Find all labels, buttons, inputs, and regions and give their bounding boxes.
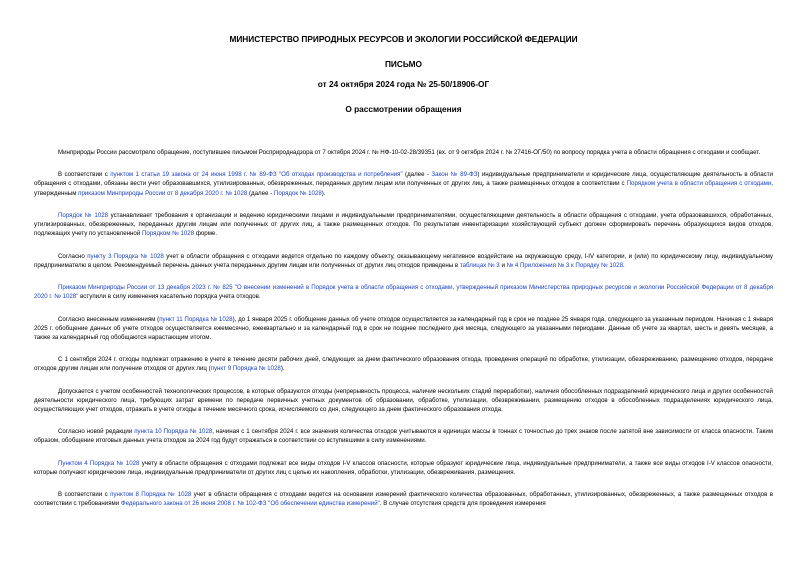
paragraph-text: вступили в силу изменения касательно порядка учета отходов. [78, 293, 261, 301]
paragraph-text: В соответствии с [58, 491, 111, 499]
link-law-89fz-article-19[interactable]: пунктом 1 статьи 19 закона от 24 июня 1998 г. № 89-ФЗ "Об отходах производства и потребления" [110, 171, 403, 179]
document-date-number: от 24 октября 2024 года № 25-50/18906-ОГ [317, 79, 490, 89]
document-type: ПИСЬМО [384, 59, 423, 69]
paragraph-text: . [623, 261, 625, 269]
paragraph-text: Согласно внесенным изменениям ( [58, 315, 160, 323]
paragraph-text: форме. [194, 230, 218, 238]
issuing-authority: МИНИСТЕРСТВО ПРИРОДНЫХ РЕСУРСОВ И ЭКОЛОГИИ РОССИЙСКОЙ ФЕДЕРАЦИИ [229, 34, 578, 44]
paragraph-text: ). [280, 365, 285, 373]
link-procedure-1028-item-3[interactable]: пункту 3 Порядка № 1028 [87, 252, 164, 260]
paragraph-7 [34, 355, 773, 373]
paragraph-text: , начиная с 1 сентября 2024 г. все значения количества отходов учитываются в единицах массы в тоннах с точностью до трех знаков после запятой вне зависимости от класса опасности. Таким образом, обобщение итоговых данных учета отходов за 2024 год будут отражаться в соответствии со вступившими в силу изменениями. [34, 428, 773, 445]
paragraph-6 [34, 315, 773, 342]
document-subject: О рассмотрении обращения [345, 104, 462, 114]
paragraph-text: В соответствии с [58, 171, 111, 179]
paragraph-11 [34, 490, 773, 508]
link-order-1028[interactable]: приказом Минприроды России от 8 декабря 2020 г. № 1028 [78, 189, 248, 197]
link-procedure-1028-item-9[interactable]: пункт 9 Порядка № 1028 [210, 365, 281, 373]
document-body [34, 148, 773, 508]
paragraph-text: Допускается с учетом особенностей технологических процессов, в которых образуются отходы (непрерывность процесса, наличие нескольких стадий переработки), наличия обособленных подразделений юридического лица и других особенностей деятельности юридического лица, требующих затрат времени по передаче первичных учетных документов об образовании, обработке, утилизации, обезвреживании, размещению отходов в обособленных подразделениях юридического лица, осуществляющих учет отходов, отражать в учете отходы в течение месячного срока, исчисляемого со дня, следующего за днем фактического образования отхода. [34, 387, 773, 413]
link-procedure-1028[interactable]: Порядок № 1028 [273, 189, 322, 197]
link-waste-accounting-procedure[interactable]: Порядком учета в области обращения с отходами [626, 180, 772, 188]
link-law-102fz[interactable]: Федерального закона от 26 июня 2008 г. № 102-ФЗ "Об обеспечении единства измерений" [120, 500, 380, 508]
paragraph-text: и [499, 261, 507, 269]
link-procedure-1028-item-4[interactable]: Пунктом 4 Порядка № 1028 [58, 459, 140, 467]
paragraph-4 [34, 252, 773, 270]
link-procedure-1028-item-8[interactable]: пунктом 8 Порядка № 1028 [110, 491, 192, 499]
paragraph-text: Согласно [58, 252, 88, 260]
paragraph-9 [34, 427, 773, 445]
link-table-4-appendix-3[interactable]: № 4 Приложения № 3 к Порядку № 1028 [506, 261, 624, 269]
paragraph-text: (далее - [402, 171, 432, 179]
paragraph-text: С 1 сентября 2024 г. отходы подлежат отражению в учете в течение десяти рабочих дней, следующих за днем фактического образования отхода, проведения операций по обработке, утилизации, обезвреживанию, размещению отходов, передаче отходов другим лицам или получение отходов от других лиц ( [34, 356, 773, 373]
document-header [34, 34, 773, 115]
paragraph-text: устанавливает требования к организации и ведению юридическими лицами и индивидуальными предпринимателями, осуществляющими деятельность в области обращения с отходами, учета образовавшихся, обработанных, утилизированных, обезвреженных, переданных другим лицам или полученных от других лиц, а также размещенных отходов. По результатам инвентаризации хозяйствующий субъект должен сформировать перечень образующихся видов отходов, подлежащих учету по установленной [34, 211, 773, 238]
link-procedure-1028[interactable]: Порядок № 1028 [58, 211, 109, 219]
paragraph-3 [34, 211, 773, 238]
paragraph-10 [34, 459, 773, 477]
paragraph-text: ), до 1 января 2025 г. обобщение данных об учете отходов осуществляется за календарный год в срок не позднее 25 января года, следующего за указанным периодом. Начиная с 1 января 2025 г. обобщение данных об учете отходов осуществляется ежемесячно, ежеквартально и за календарный год в срок не позднее последнего дня месяца, следующего за указанными периодами. Данные об учете за квартал, шесть и девять месяцев, а также за календарный год обобщаются нарастающим итогом. [34, 315, 773, 341]
link-procedure-1028-item-11[interactable]: пункт 11 Порядка № 1028 [159, 315, 233, 323]
paragraph-8 [34, 387, 773, 414]
paragraph-text: . В случае отсутствия средств для проведения измерения [379, 500, 546, 508]
paragraph-text: ). [321, 189, 326, 197]
paragraph-text: ) индивидуальные предприниматели и юридические лица, осуществляющие деятельность в области обращения с отходами, обязаны вести учет образовавшихся, утилизированных, обезвреженных, переданных другим лицам или полученных от других лиц, а также размещенных отходов в соответствии с [34, 171, 773, 188]
link-order-825[interactable]: Приказом Минприроды России от 13 декабря 2023 г. № 825 "О внесении изменений в Порядок учета в области обращения с отходами, утвержденный приказом Министерства природных ресурсов и экологии Российской Федерации от 8 декабря 2020 г. № 1028" [34, 284, 773, 301]
link-procedure-1028-form[interactable]: Порядком № 1028 [141, 230, 195, 238]
paragraph-text: (далее - [247, 189, 274, 197]
paragraph-5 [34, 283, 773, 301]
paragraph-text: , утвержденным [34, 180, 774, 197]
link-procedure-1028-item-10[interactable]: пункта 10 Порядка № 1028 [134, 428, 213, 436]
paragraph-2 [34, 170, 773, 197]
paragraph-text: учет в области обращения с отходами ведется на основании измерений фактического количества образованных, обработанных, утилизированных, обезвреженных, а также размещенных отходов в соответствии с требованиями [34, 491, 773, 508]
link-law-89fz[interactable]: Закон № 89-ФЗ [431, 171, 478, 179]
paragraph-1 [34, 148, 773, 157]
link-table-3[interactable]: таблицах № 3 [459, 261, 500, 269]
paragraph-text: учету в области обращения с отходами подлежат все виды отходов I-V классов опасности, которые образуют юридические лица, индивидуальные предприниматели, а также все виды отходов I-V классов опасности, которые получают юридические лица, индивидуальные предприниматели от других лиц с целью их накопления, обработки, утилизации, обезвреживания, размещения. [34, 459, 773, 476]
paragraph-text: Минприроды России рассмотрело обращение, поступившее письмом Росприроднадзора от 7 октября 2024 г. № НФ-10-02-28/39351 (вх. от 9 октября 2024 г. № 27416-ОГ/50) по вопросу порядка учета в области обращения с отходами и сообщает. [58, 149, 761, 156]
paragraph-text: учет в области обращения с отходами ведется отдельно по каждому объекту, оказывающему негативное воздействие на окружающую среду, I-IV категории, и (или) по юридическому лицу, индивидуальному предпринимателю в целом. Рекомендуемый перечень данных учета переданных другим лицам или полученных от других лиц отходов приведены в [34, 252, 773, 269]
paragraph-text: Согласно новой редакции [58, 428, 135, 436]
